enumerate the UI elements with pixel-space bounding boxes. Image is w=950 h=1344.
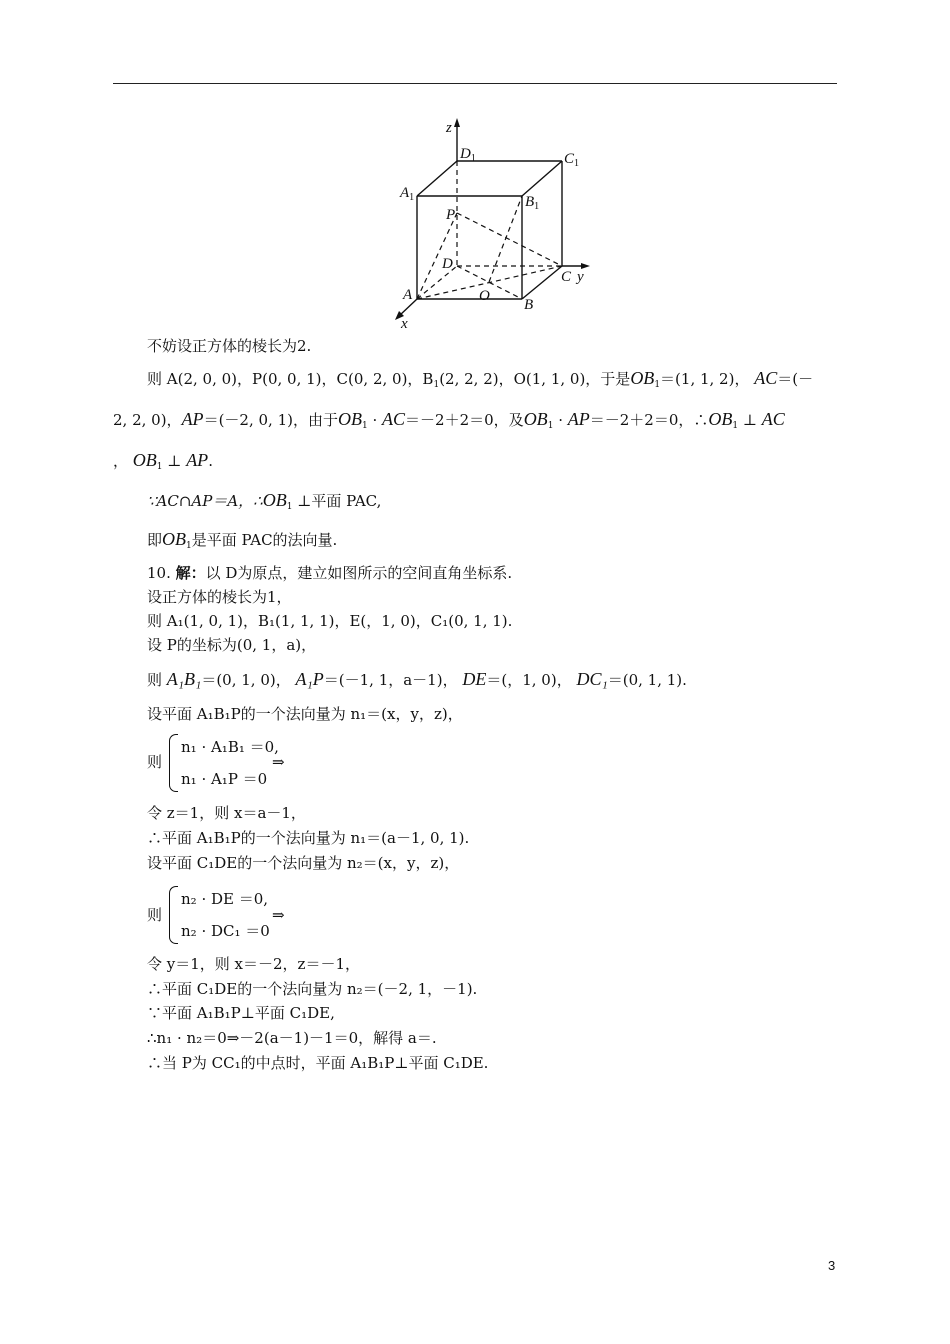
- text-line-1: 不妨设正方体的棱长为2.: [147, 337, 312, 355]
- cube-figure: [385, 116, 600, 334]
- label-C1: $C_1$: [564, 151, 580, 169]
- axis-label-x: x: [401, 316, 408, 332]
- text-line-18: ∵平面 A₁B₁P⊥平面 C₁DE,: [147, 1004, 335, 1022]
- text-line-14: ∴平面 A₁B₁P的一个法向量为 n₁＝(a－1, 0, 1).: [147, 829, 470, 847]
- text-line-11: 则 A₁B₁＝(0, 1, 0)， A₁P＝(－1, 1，a－1)， DE＝(，1, 0)， DC₁＝(0, 1, 1).: [147, 669, 687, 689]
- label-B1: $B_1$: [525, 194, 540, 212]
- equation-system-2: 则 n₂ · DE ＝0, n₂ · DC₁ ＝0 ⇒: [147, 884, 347, 946]
- label-A1: $A_1$: [400, 185, 415, 203]
- header-rule: [113, 83, 837, 84]
- text-line-20: ∴当 P为 CC₁的中点时，平面 A₁B₁P⊥平面 C₁DE.: [147, 1054, 489, 1072]
- text-line-6: 即$OB_1$是平面 PAC的法向量.: [147, 529, 338, 551]
- label-O: O: [479, 288, 490, 304]
- text-line-9: 则 A₁(1, 0, 1)，B₁(1, 1, 1)，E(，1, 0)，C₁(0, 1, 1).: [147, 612, 513, 630]
- text-line-19: ∴n₁ · n₂＝0⇒－2(a－1)－1＝0，解得 a＝.: [147, 1029, 437, 1047]
- label-A: A: [403, 287, 413, 303]
- axis-label-y: y: [577, 269, 584, 285]
- text-line-2: 则 A(2, 0, 0)，P(0, 0, 1)，C(0, 2, 0)，$B_1(2$, 2, 2)，O(1, 1, 0)，于是$OB_1=(1$, 1, 2)， AC＝(－: [147, 368, 814, 390]
- text-line-3: 2, 2, 0)，AP＝(－2, 0, 1)，由于$OB_1 \cdot AC=-2+2=0$，及$OB_1 \cdot AP=-2+2=0$，$\therefore OB_1$ ⊥ AC: [113, 409, 785, 431]
- label-B: B: [524, 297, 534, 313]
- equation-system-1: 则 n₁ · A₁B₁ ＝0, n₁ · A₁P ＝0 ⇒: [147, 732, 347, 794]
- label-P: P: [446, 207, 456, 223]
- text-line-10: 设 P的坐标为(0, 1，a)，: [147, 636, 317, 654]
- text-line-16: 令 y＝1，则 x＝－2，z＝－1，: [147, 955, 361, 973]
- text-line-5: ∵AC∩AP＝A，$\therefore OB_1$ ⊥平面 PAC,: [147, 490, 382, 512]
- text-line-12: 设平面 A₁B₁P的一个法向量为 n₁＝(x，y，z)，: [147, 705, 463, 723]
- text-line-4: ， $OB_1$ ⊥ AP.: [113, 450, 213, 472]
- text-line-13: 令 z＝1，则 x＝a－1，: [147, 804, 306, 822]
- label-D: D: [442, 256, 453, 272]
- text-line-15: 设平面 C₁DE的一个法向量为 n₂＝(x，y，z)，: [147, 854, 460, 872]
- label-D1: $D_1$: [460, 146, 476, 164]
- text-line-8: 设正方体的棱长为1，: [147, 588, 292, 606]
- page-number: 3: [828, 1258, 836, 1273]
- text-line-17: ∴平面 C₁DE的一个法向量为 n₂＝(－2, 1，－1).: [147, 980, 478, 998]
- problem-10-heading: 10. 解：以 D为原点，建立如图所示的空间直角坐标系.: [147, 564, 513, 582]
- axis-label-z: z: [446, 120, 452, 136]
- label-C: C: [561, 269, 572, 285]
